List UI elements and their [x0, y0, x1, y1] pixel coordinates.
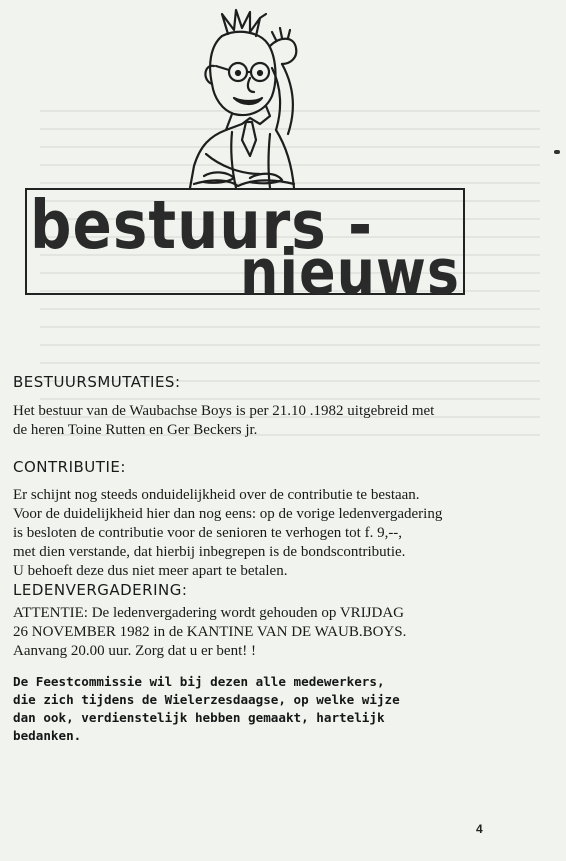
text-line: U behoeft deze dus niet meer apart te betalen.	[13, 563, 288, 579]
edge-mark	[554, 150, 560, 154]
paragraph-bestuursmutaties	[13, 402, 533, 440]
heading-contributie: CONTRIBUTIE:	[13, 458, 126, 476]
text-line: bedanken.	[13, 728, 82, 743]
text-line: Voor de duidelijkheid hier dan nog eens: op de vorige ledenvergadering	[13, 506, 443, 522]
text-line: dan ook, verdienstelijk hebben gemaakt, hartelijk	[13, 710, 385, 725]
heading-ledenvergadering: LEDENVERGADERING:	[13, 581, 188, 599]
paragraph-contributie	[13, 486, 533, 581]
page-number: 4	[476, 822, 483, 836]
title-line-1: bestuurs -	[30, 186, 374, 265]
text-line: de heren Toine Rutten en Ger Beckers jr.	[13, 422, 258, 438]
text-line: De Feestcommissie wil bij dezen alle medewerkers,	[13, 674, 385, 689]
text-line: Het bestuur van de Waubachse Boys is per 21.10 .1982 uitgebreid met	[13, 403, 435, 419]
text-line: die zich tijdens de Wielerzesdaagse, op welke wijze	[13, 692, 400, 707]
text-line: is besloten de contributie voor de senioren te verhogen tot f. 9,--,	[13, 525, 403, 541]
text-line: Aanvang 20.00 uur. Zorg dat u er bent! !	[13, 643, 256, 659]
text-line: 26 NOVEMBER 1982 in de KANTINE VAN DE WAUB.BOYS.	[13, 624, 407, 640]
text-line: ATTENTIE: De ledenvergadering wordt gehouden op VRIJDAG	[13, 605, 405, 621]
cartoon-man-illustration	[110, 6, 320, 191]
feestcommissie-note	[13, 673, 533, 745]
text-line: Er schijnt nog steeds onduidelijkheid over de contributie te bestaan.	[13, 487, 420, 503]
paragraph-ledenvergadering	[13, 604, 533, 661]
heading-bestuursmutaties: BESTUURSMUTATIES:	[13, 373, 181, 391]
title-line-2: nieuws	[240, 236, 461, 309]
text-line: met dien verstande, dat hierbij inbegrepen is de bondscontributie.	[13, 544, 406, 560]
